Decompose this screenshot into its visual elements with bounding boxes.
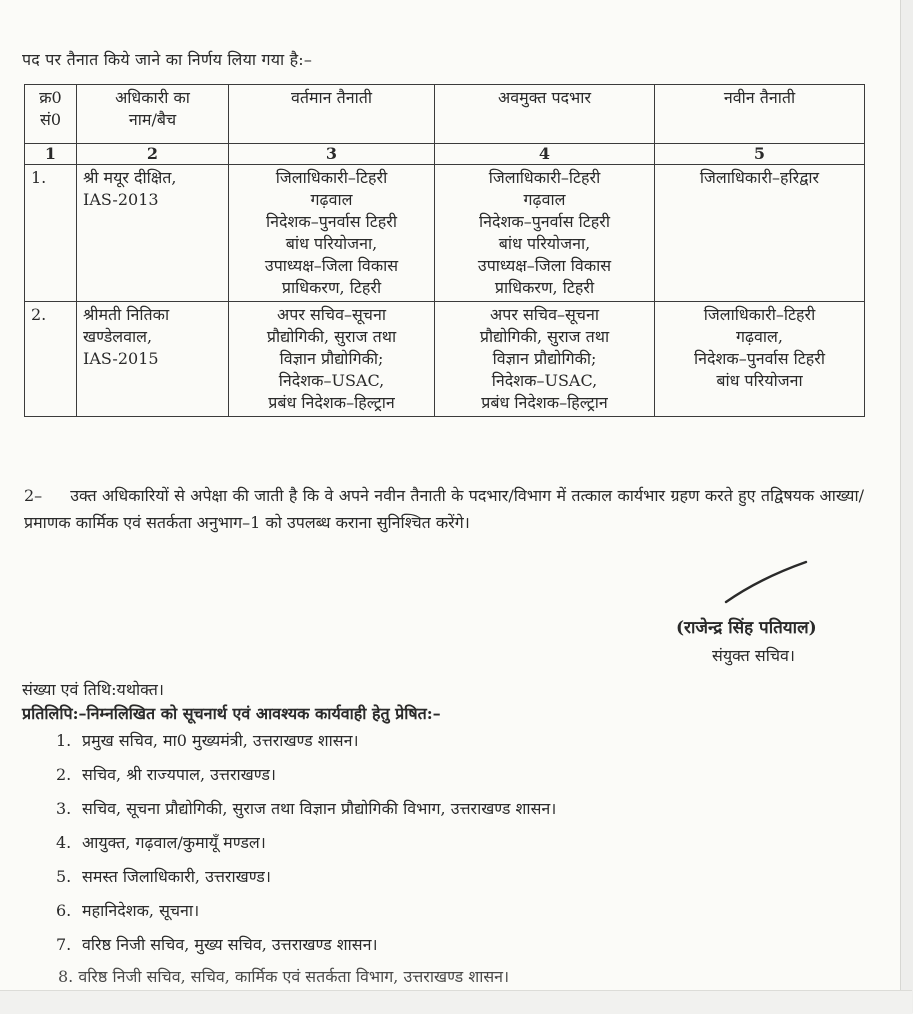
row-current-posting: अपर सचिव–सूचना प्रौद्योगिकी, सुराज तथा विज्ञान प्रौद्योगिकी; निदेशक–USAC, प्रबंध निदेशक–हिल्ट्रान xyxy=(229,302,435,417)
header-new-posting: नवीन तैनाती xyxy=(655,85,865,144)
header-relieved-charge: अवमुक्त पदभार xyxy=(435,85,655,144)
signatory-name: (राजेन्द्र सिंह पतियाल) xyxy=(676,618,817,638)
list-item: 2. सचिव, श्री राज्यपाल, उत्तराखण्ड। xyxy=(56,765,276,784)
copy-to-list xyxy=(56,728,556,966)
page-edge xyxy=(900,0,913,1013)
row-new-posting: जिलाधिकारी–टिहरी गढ़वाल, निदेशक–पुनर्वास टिहरी बांध परियोजना xyxy=(655,302,865,417)
column-number: 2 xyxy=(77,144,229,165)
header-officer-name: अधिकारी का नाम/बैच xyxy=(77,85,229,144)
list-item: 3. सचिव, सूचना प्रौद्योगिकी, सुराज तथा विज्ञान प्रौद्योगिकी विभाग, उत्तराखण्ड शासन। xyxy=(56,799,557,818)
header-current-posting: वर्तमान तैनाती xyxy=(229,85,435,144)
table-header-row xyxy=(25,85,865,144)
column-number: 3 xyxy=(229,144,435,165)
list-item: 7. वरिष्ठ निजी सचिव, मुख्य सचिव, उत्तराखण्ड शासन। xyxy=(56,935,378,954)
row-relieved-charge: जिलाधिकारी–टिहरी गढ़वाल निदेशक–पुनर्वास टिहरी बांध परियोजना, उपाध्यक्ष–जिला विकास प्राधिकरण, टिहरी xyxy=(435,165,655,302)
row-current-posting: जिलाधिकारी–टिहरी गढ़वाल निदेशक–पुनर्वास टिहरी बांध परियोजना, उपाध्यक्ष–जिला विकास प्राधिकरण, टिहरी xyxy=(229,165,435,302)
posting-table xyxy=(24,84,865,417)
column-number: 4 xyxy=(435,144,655,165)
instruction-paragraph xyxy=(24,482,864,536)
table-row xyxy=(25,302,865,417)
row-sno: 1. xyxy=(25,165,77,302)
paragraph-text: उक्त अधिकारियों से अपेक्षा की जाती है कि वे अपने नवीन तैनाती के पदभार/विभाग में तत्काल कार्यभार ग्रहण करते हुए तद्विषयक आख्या/प्रमाणक कार्मिक एवं सतर्कता अनुभाग–1 को उपलब्ध कराना सुनिश्चित करेंगे। xyxy=(24,486,864,532)
list-item: 4. आयुक्त, गढ़वाल/कुमायूँ मण्डल। xyxy=(56,833,266,852)
row-new-posting: जिलाधिकारी–हरिद्वार xyxy=(655,165,865,302)
header-sno: क्र0 सं0 xyxy=(25,85,77,144)
row-relieved-charge: अपर सचिव–सूचना प्रौद्योगिकी, सुराज तथा विज्ञान प्रौद्योगिकी; निदेशक–USAC, प्रबंध निदेशक–हिल्ट्रान xyxy=(435,302,655,417)
signature-mark xyxy=(720,558,810,608)
table-row xyxy=(25,165,865,302)
list-item: 1. प्रमुख सचिव, मा0 मुख्यमंत्री, उत्तराखण्ड शासन। xyxy=(56,731,359,750)
reference-line: संख्या एवं तिथि:यथोक्त। xyxy=(22,680,164,699)
list-item: 5. समस्त जिलाधिकारी, उत्तराखण्ड। xyxy=(56,867,271,886)
copy-to-heading: प्रतिलिपि:–निम्नलिखित को सूचनार्थ एवं आवश्यक कार्यवाही हेतु प्रेषित:– xyxy=(22,704,441,723)
intro-line: पद पर तैनात किये जाने का निर्णय लिया गया है:– xyxy=(22,50,313,69)
bottom-margin xyxy=(0,990,912,1014)
list-item: 6. महानिदेशक, सूचना। xyxy=(56,901,200,920)
signatory-designation: संयुक्त सचिव। xyxy=(712,646,795,665)
cut-off-list-item: 8. वरिष्ठ निजी सचिव, सचिव, कार्मिक एवं सतर्कता विभाग, उत्तराखण्ड शासन। xyxy=(58,967,510,986)
row-officer-name: श्री मयूर दीक्षित, IAS-2013 xyxy=(77,165,229,302)
row-officer-name: श्रीमती नितिका खण्डेलवाल, IAS-2015 xyxy=(77,302,229,417)
column-number: 5 xyxy=(655,144,865,165)
row-sno: 2. xyxy=(25,302,77,417)
column-number-row xyxy=(25,144,865,165)
paragraph-number: 2– xyxy=(24,486,43,505)
column-number: 1 xyxy=(25,144,77,165)
